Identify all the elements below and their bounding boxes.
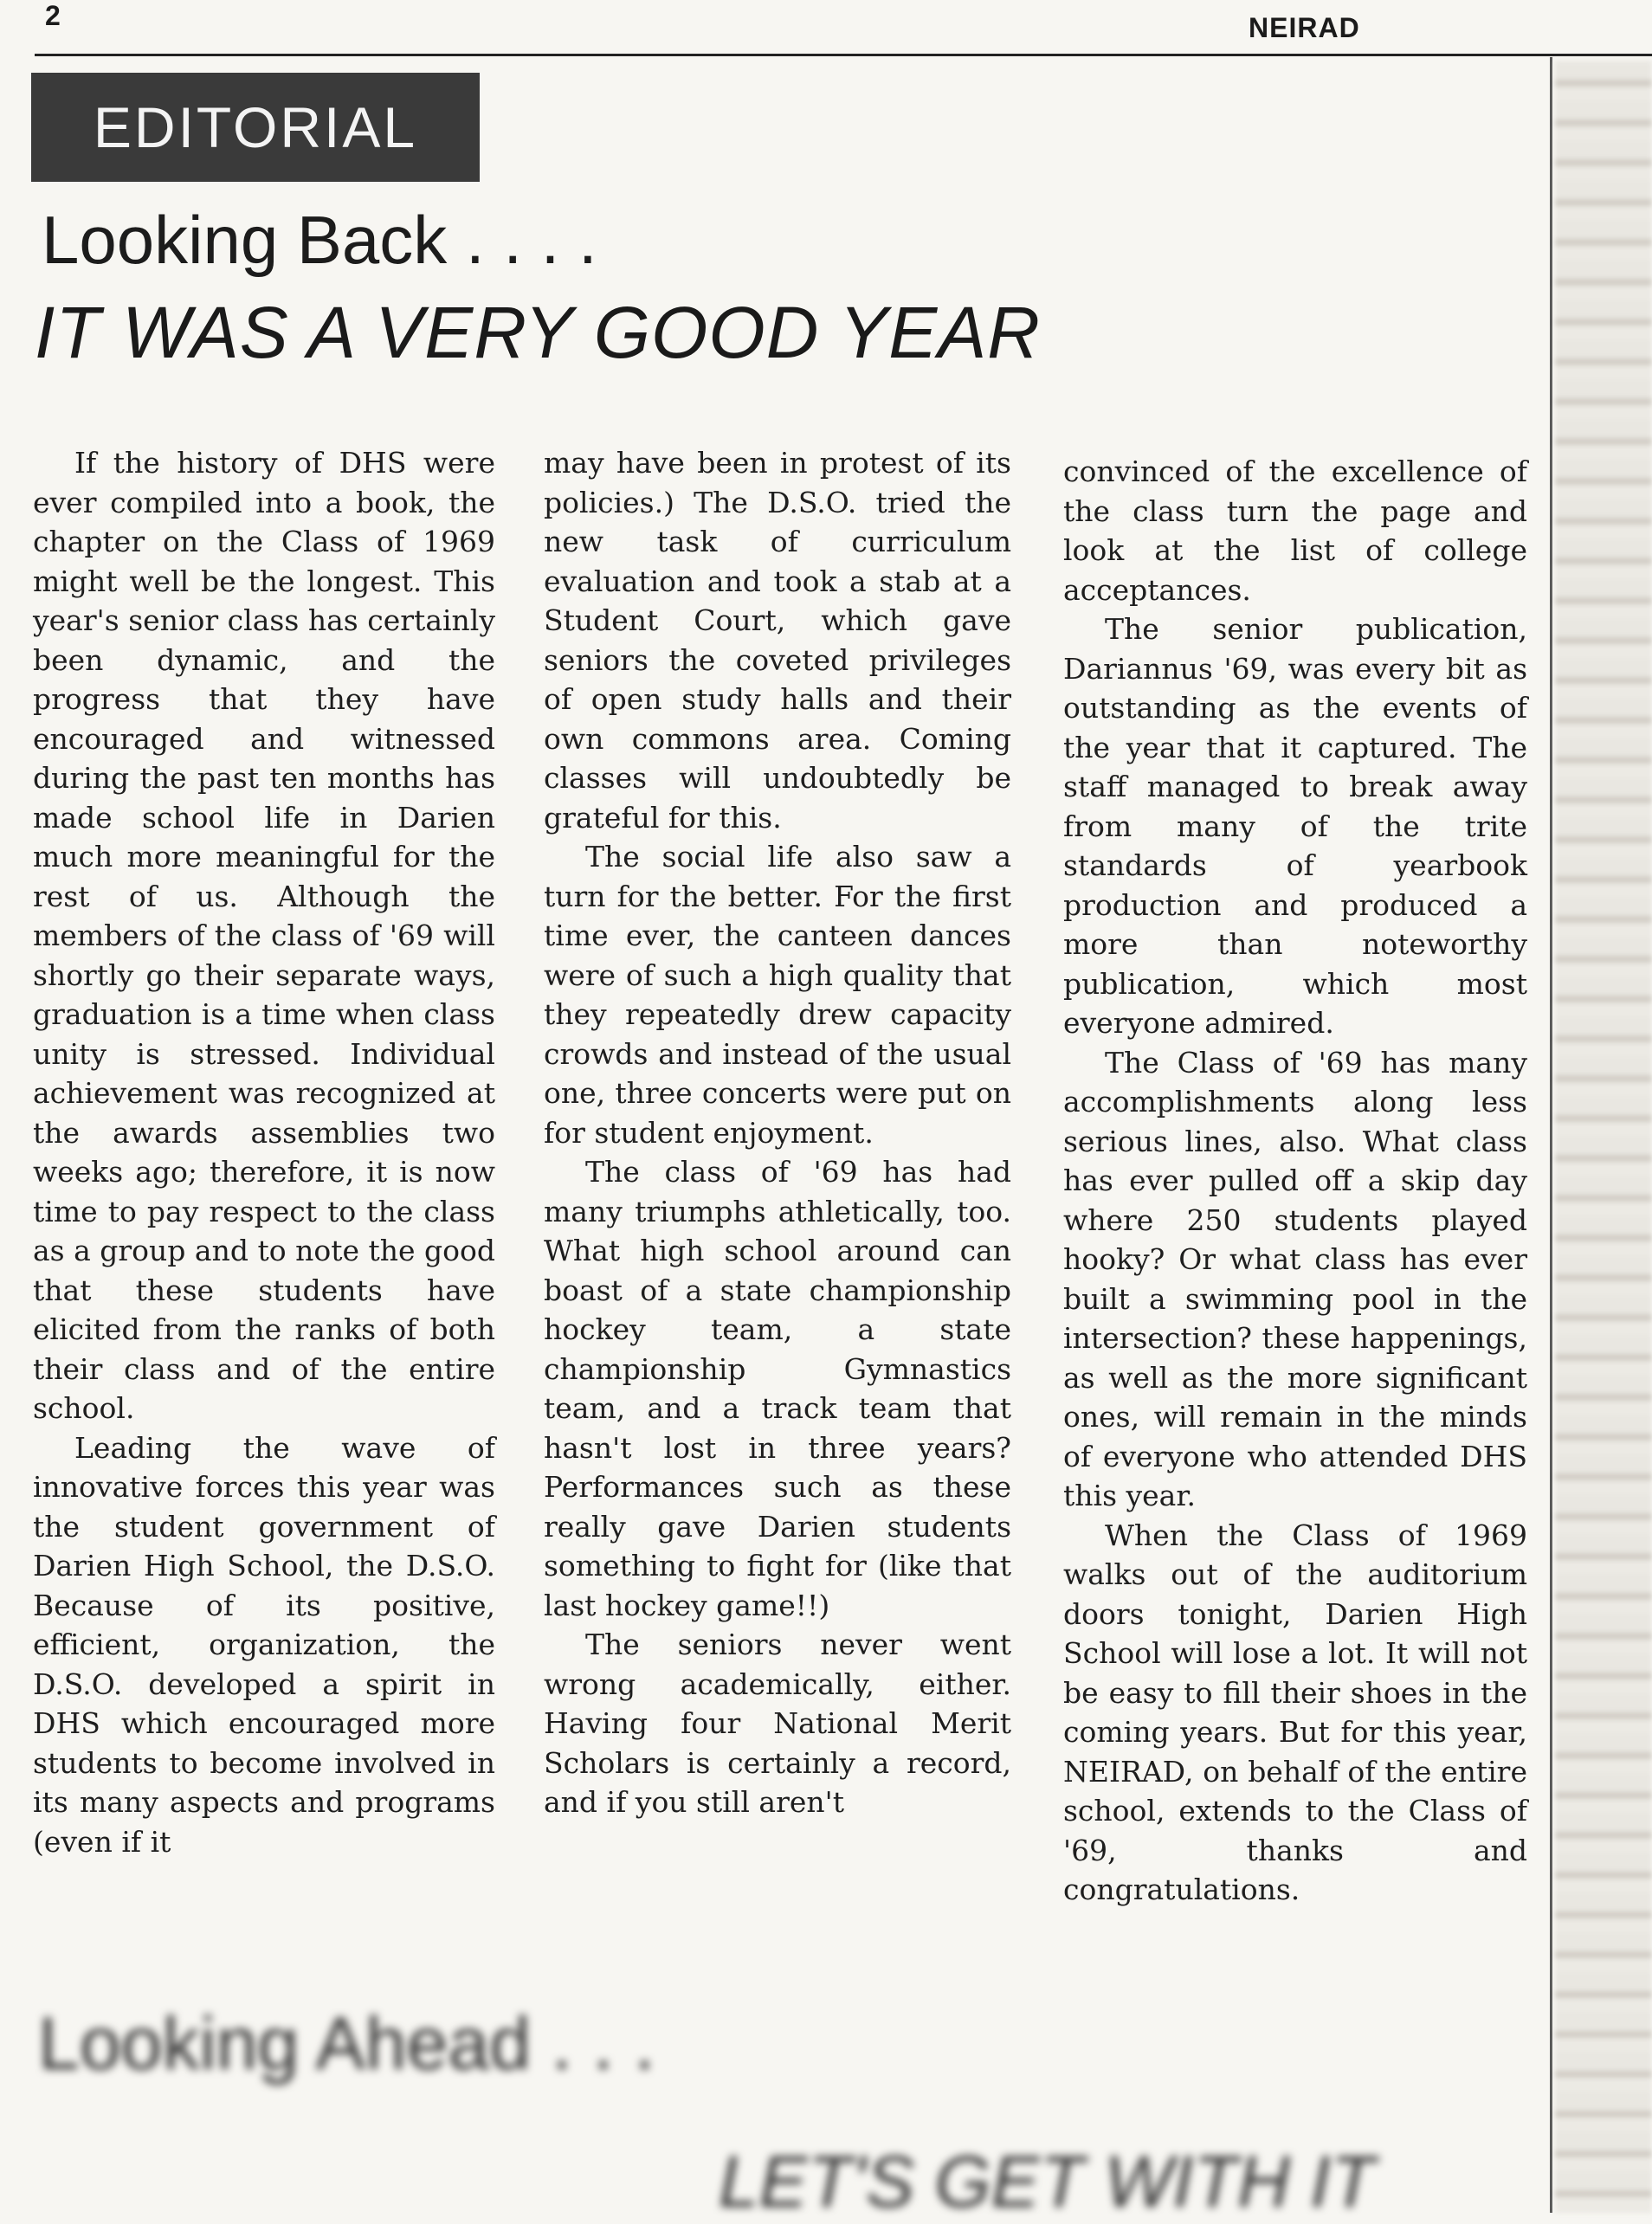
next-article-headline: LET'S GET WITH IT (719, 2141, 1376, 2222)
article-column-1 (33, 443, 495, 1861)
article-kicker: Looking Back . . . . (42, 202, 597, 278)
paragraph: Leading the wave of innovative forces this year was the student government of Darien High School, the D.S.O. Because of its positive, efficient, organization, the D.S.O. developed a spirit in DHS which encouraged more students to become involved in its many aspects and programs (even if it (33, 1430, 495, 1859)
newspaper-name: NEIRAD (1249, 12, 1360, 43)
paragraph: The class of '69 has had many triumphs athletically, too. What high school around can boast of a state championship hockey team, a state championship Gymnastics team, and a track team that hasn't lost in three years? Performances such as these really gave Darien students something to fight for (like that last hockey game!!) (544, 1155, 1011, 1622)
top-rule (35, 54, 1652, 56)
article-column-3 (1063, 452, 1527, 1910)
paragraph: convinced of the excellence of the class turn the page and look at the list of college acceptances. (1063, 454, 1527, 607)
paragraph: If the history of DHS were ever compiled into a book, the chapter on the Class of 1969 might well be the longest. This year's senior class has certainly been dynamic, and the progress that they have encouraged and witnessed during the past ten months has made school life in Darien much more meaningful for the rest of us. Although the members of the class of '69 will shortly go their separate ways, graduation is a time when class unity is stressed. Individual achievement was recognized at the awards assemblies two weeks ago; therefore, it is now time to pay respect to the class as a group and to note the good that these students have elicited from the ranks of both their class and of the entire school. (33, 446, 495, 1425)
editorial-label-box (31, 73, 480, 182)
column-rule-right (1550, 57, 1552, 2213)
paragraph: When the Class of 1969 walks out of the auditorium doors tonight, Darien High School will lose a lot. It will not be easy to fill their shoes in the coming years. But for this year, NEIRAD, on behalf of the entire school, extends to the Class of '69, thanks and congratulations. (1063, 1518, 1527, 1906)
editorial-label: EDITORIAL (93, 95, 418, 159)
paragraph: The senior publication, Dariannus '69, was every bit as outstanding as the events of the year that it captured. The staff managed to break away from many of the trite standards of yearbook production and produced a more than noteworthy publication, which most everyone admired. (1063, 612, 1527, 1040)
article-column-2 (544, 443, 1011, 1822)
paragraph: The social life also saw a turn for the better. For the first time ever, the canteen dances were of such a high quality that they repeatedly drew capacity crowds and instead of the usual one, three concerts were put on for student enjoyment. (544, 840, 1011, 1150)
paragraph: The Class of '69 has many accomplishments along less serious lines, also. What class has ever pulled off a skip day where 250 students played hooky? Or what class has ever built a swimming pool in the intersection? these happenings, as well as the more significant ones, will remain in the minds of everyone who attended DHS this year. (1063, 1045, 1527, 1512)
adjacent-article-strip (1555, 61, 1652, 2213)
next-article-kicker: Looking Ahead . . . (38, 2002, 655, 2085)
paragraph: The seniors never went wrong academically, either. Having four National Merit Scholars is certainly a record, and if you still aren't (544, 1628, 1011, 1819)
paragraph: may have been in protest of its policies.) The D.S.O. tried the new task of curriculum evaluation and took a stab at a Student Court, which gave seniors the coveted privileges of open study halls and their own commons area. Coming classes will undoubtedly be grateful for this. (544, 446, 1011, 835)
article-headline: IT WAS A VERY GOOD YEAR (35, 292, 1041, 373)
page-number: 2 (45, 0, 61, 31)
